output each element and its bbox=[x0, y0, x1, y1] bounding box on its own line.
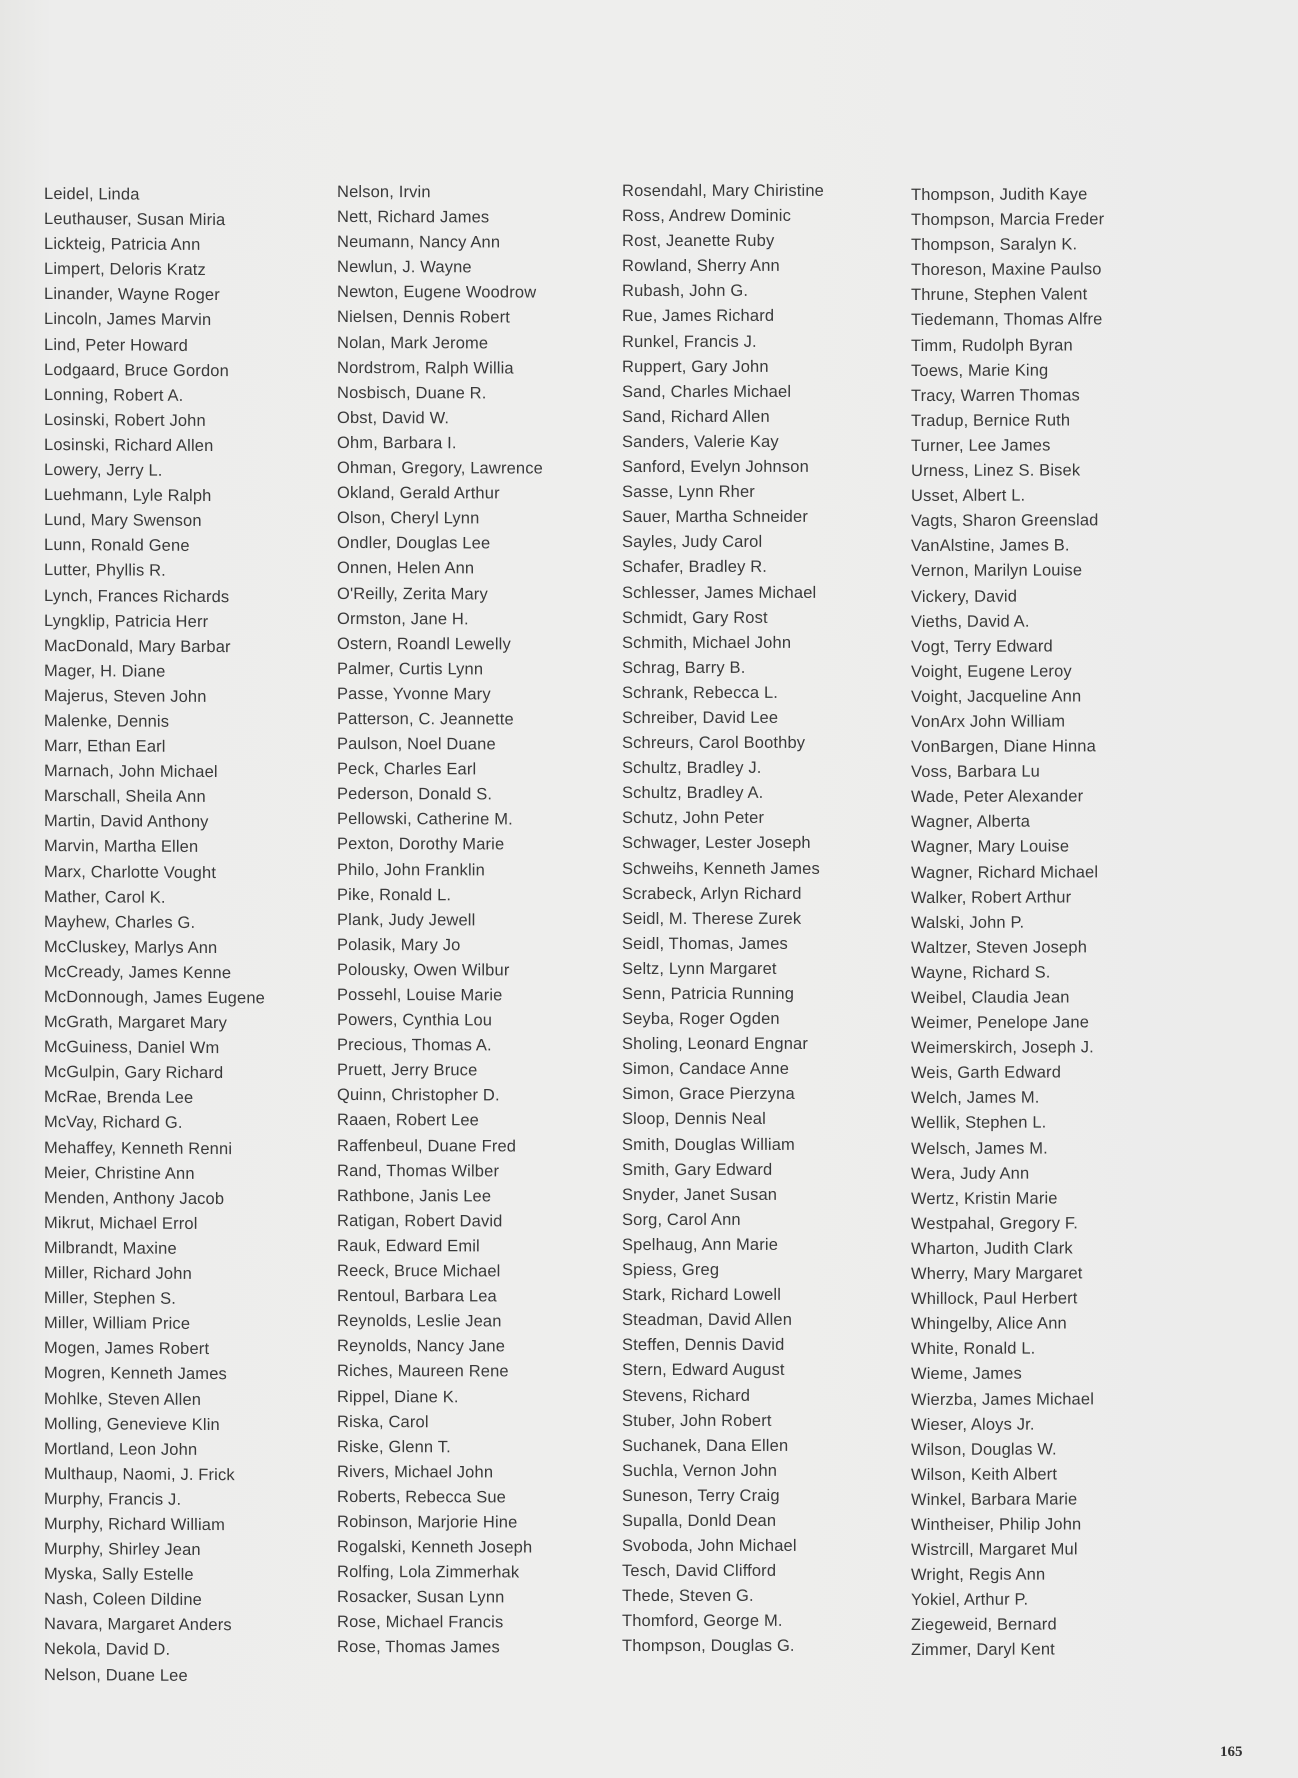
name-entry: Stuber, John Robert bbox=[622, 1411, 772, 1430]
name-entry: Mehaffey, Kenneth Renni bbox=[44, 1138, 233, 1158]
name-entry: Lyngklip, Patricia Herr bbox=[44, 611, 209, 631]
name-entry: Riches, Maureen Rene bbox=[337, 1362, 509, 1381]
name-entry: Stern, Edward August bbox=[622, 1361, 785, 1380]
name-entry: Wherry, Mary Margaret bbox=[911, 1264, 1083, 1284]
name-entry: Suneson, Terry Craig bbox=[622, 1486, 780, 1505]
name-entry: Myska, Sally Estelle bbox=[44, 1565, 194, 1585]
name-entry: Rose, Thomas James bbox=[337, 1638, 500, 1657]
name-entry: Urness, Linez S. Bisek bbox=[911, 461, 1081, 481]
name-entry: Simon, Candace Anne bbox=[622, 1060, 790, 1079]
name-entry: VonArx John William bbox=[911, 712, 1066, 731]
name-entry: Winkel, Barbara Marie bbox=[911, 1490, 1078, 1509]
name-entry: Losinski, Richard Allen bbox=[44, 435, 214, 455]
name-entry: Sasse, Lynn Rher bbox=[622, 483, 755, 502]
name-entry: Robinson, Marjorie Hine bbox=[337, 1512, 518, 1532]
name-entry: Lind, Peter Howard bbox=[44, 335, 188, 355]
name-entry: McCready, James Kenne bbox=[44, 962, 232, 983]
name-entry: Schutz, John Peter bbox=[622, 809, 765, 828]
name-entry: Wagner, Mary Louise bbox=[911, 837, 1070, 857]
name-entry: Murphy, Francis J. bbox=[44, 1489, 182, 1509]
name-entry: Mather, Carol K. bbox=[44, 887, 166, 907]
name-entry: Rose, Michael Francis bbox=[337, 1613, 504, 1632]
name-entry: Wellik, Stephen L. bbox=[911, 1113, 1047, 1133]
name-entry: Sand, Richard Allen bbox=[622, 407, 770, 426]
name-entry: Mortland, Leon John bbox=[44, 1439, 198, 1459]
name-entry: Okland, Gerald Arthur bbox=[337, 484, 500, 503]
name-entry: Nordstrom, Ralph Willia bbox=[337, 358, 514, 378]
name-entry: Newton, Eugene Woodrow bbox=[337, 283, 537, 302]
name-entry: Weis, Garth Edward bbox=[911, 1063, 1062, 1083]
name-entry: Nolan, Mark Jerome bbox=[337, 333, 489, 352]
name-entry: Seltz, Lynn Margaret bbox=[622, 959, 777, 978]
name-entry: Pexton, Dorothy Marie bbox=[337, 835, 505, 854]
name-entry: McDonnough, James Eugene bbox=[44, 988, 265, 1008]
name-entry: Rauk, Edward Emil bbox=[337, 1236, 480, 1256]
name-entry: McCluskey, Marlys Ann bbox=[44, 937, 218, 957]
name-column-2 bbox=[337, 180, 543, 1661]
name-entry: Waltzer, Steven Joseph bbox=[911, 938, 1088, 957]
name-entry: Leuthauser, Susan Miria bbox=[44, 210, 226, 230]
name-entry: Marschall, Sheila Ann bbox=[44, 787, 206, 807]
name-entry: Ondler, Douglas Lee bbox=[337, 534, 491, 553]
name-entry: Wilson, Douglas W. bbox=[911, 1440, 1057, 1459]
name-entry: Wilson, Keith Albert bbox=[911, 1465, 1058, 1484]
name-entry: Rosacker, Susan Lynn bbox=[337, 1588, 505, 1607]
name-entry: Schafer, Bradley R. bbox=[622, 558, 768, 577]
name-entry: Wistrcill, Margaret Mul bbox=[911, 1540, 1078, 1560]
name-entry: Scrabeck, Arlyn Richard bbox=[622, 884, 802, 903]
name-entry: Rathbone, Janis Lee bbox=[337, 1186, 492, 1206]
name-entry: VonBargen, Diane Hinna bbox=[911, 737, 1096, 757]
name-entry: Tradup, Bernice Ruth bbox=[911, 411, 1071, 430]
name-entry: Voight, Eugene Leroy bbox=[911, 662, 1072, 681]
name-entry: Spelhaug, Ann Marie bbox=[622, 1235, 779, 1254]
name-entry: Sloop, Dennis Neal bbox=[622, 1110, 766, 1129]
name-column-3 bbox=[622, 179, 824, 1660]
name-entry: Wagner, Richard Michael bbox=[911, 862, 1099, 882]
name-entry: Thompson, Douglas G. bbox=[622, 1637, 795, 1656]
name-entry: Nett, Richard James bbox=[337, 208, 490, 227]
name-entry: Wieser, Aloys Jr. bbox=[911, 1415, 1035, 1434]
name-entry: Miller, William Price bbox=[44, 1314, 191, 1334]
name-column-1 bbox=[44, 182, 265, 1689]
name-entry: Nekola, David D. bbox=[44, 1640, 171, 1660]
name-entry: Possehl, Louise Marie bbox=[337, 986, 503, 1005]
name-entry: Schmith, Michael John bbox=[622, 633, 792, 652]
name-entry: Majerus, Steven John bbox=[44, 686, 207, 706]
name-entry: Usset, Albert L. bbox=[911, 486, 1026, 506]
name-entry: Rost, Jeanette Ruby bbox=[622, 232, 775, 251]
name-entry: Suchanek, Dana Ellen bbox=[622, 1436, 789, 1455]
name-entry: Rolfing, Lola Zimmerhak bbox=[337, 1563, 520, 1582]
name-entry: VanAlstine, James B. bbox=[911, 536, 1070, 556]
name-entry: Milbrandt, Maxine bbox=[44, 1238, 177, 1258]
name-entry: Menden, Anthony Jacob bbox=[44, 1188, 225, 1208]
name-entry: Patterson, C. Jeannette bbox=[337, 709, 514, 729]
name-entry: Nash, Coleen Dildine bbox=[44, 1590, 203, 1610]
name-entry: Miller, Richard John bbox=[44, 1264, 192, 1283]
name-entry: Ratigan, Robert David bbox=[337, 1211, 503, 1231]
name-entry: Sand, Charles Michael bbox=[622, 382, 792, 401]
name-entry: Riska, Carol bbox=[337, 1412, 429, 1431]
name-entry: Wagner, Alberta bbox=[911, 812, 1031, 832]
name-entry: Vernon, Marilyn Louise bbox=[911, 561, 1083, 581]
name-entry: Thomford, George M. bbox=[622, 1612, 783, 1631]
name-entry: Wade, Peter Alexander bbox=[911, 787, 1084, 807]
name-entry: Seyba, Roger Ogden bbox=[622, 1009, 780, 1029]
name-entry: Obst, David W. bbox=[337, 408, 450, 428]
name-entry: Reeck, Bruce Michael bbox=[337, 1262, 501, 1281]
name-entry: Sholing, Leonard Engnar bbox=[622, 1035, 809, 1054]
name-entry: McVay, Richard G. bbox=[44, 1113, 183, 1133]
name-entry: Lutter, Phyllis R. bbox=[44, 561, 166, 581]
name-entry: Navara, Margaret Anders bbox=[44, 1615, 232, 1635]
name-entry: Multhaup, Naomi, J. Frick bbox=[44, 1464, 235, 1484]
name-entry: Lynch, Frances Richards bbox=[44, 586, 230, 606]
name-entry: Paulson, Noel Duane bbox=[337, 735, 496, 754]
name-entry: Welch, James M. bbox=[911, 1088, 1040, 1108]
name-entry: Polousky, Owen Wilbur bbox=[337, 960, 510, 980]
name-entry: Seidl, Thomas, James bbox=[622, 934, 788, 953]
name-column-4 bbox=[911, 182, 1104, 1663]
name-entry: Voss, Barbara Lu bbox=[911, 762, 1040, 782]
name-entry: Schweihs, Kenneth James bbox=[622, 859, 820, 878]
name-entry: Walker, Robert Arthur bbox=[911, 888, 1072, 907]
name-entry: Schultz, Bradley A. bbox=[622, 784, 764, 803]
name-entry: Mohlke, Steven Allen bbox=[44, 1389, 202, 1409]
name-entry: Limpert, Deloris Kratz bbox=[44, 260, 206, 280]
name-entry: Precious, Thomas A. bbox=[337, 1036, 492, 1055]
name-entry: Sorg, Carol Ann bbox=[622, 1210, 741, 1229]
name-entry: Lonning, Robert A. bbox=[44, 385, 184, 405]
name-entry: Wieme, James bbox=[911, 1365, 1022, 1384]
name-entry: Rogalski, Kenneth Joseph bbox=[337, 1538, 533, 1557]
name-entry: Losinski, Robert John bbox=[44, 410, 206, 430]
name-entry: Rosendahl, Mary Chiristine bbox=[622, 181, 824, 200]
name-entry: Luehmann, Lyle Ralph bbox=[44, 486, 212, 506]
name-entry: Onnen, Helen Ann bbox=[337, 559, 475, 578]
name-entry: Yokiel, Arthur P. bbox=[911, 1590, 1029, 1610]
name-entry: Smith, Douglas William bbox=[622, 1135, 795, 1154]
name-entry: Toews, Marie King bbox=[911, 361, 1049, 380]
name-entry: Whillock, Paul Herbert bbox=[911, 1289, 1078, 1309]
name-entry: Ruppert, Gary John bbox=[622, 357, 769, 376]
name-entry: Meier, Christine Ann bbox=[44, 1163, 195, 1183]
name-entry: Marr, Ethan Earl bbox=[44, 737, 166, 756]
name-entry: Mogen, James Robert bbox=[44, 1339, 210, 1359]
name-entry: Simon, Grace Pierzyna bbox=[622, 1085, 795, 1104]
name-entry: Welsch, James M. bbox=[911, 1139, 1048, 1158]
name-entry: Schreurs, Carol Boothby bbox=[622, 733, 806, 753]
name-entry: Zimmer, Daryl Kent bbox=[911, 1640, 1055, 1660]
name-entry: Steadman, David Allen bbox=[622, 1311, 793, 1330]
name-entry: Stevens, Richard bbox=[622, 1386, 751, 1405]
name-entry: Rivers, Michael John bbox=[337, 1462, 494, 1482]
name-entry: Thompson, Judith Kaye bbox=[911, 185, 1088, 204]
name-entry: Philo, John Franklin bbox=[337, 860, 485, 879]
name-entry: Rentoul, Barbara Lea bbox=[337, 1287, 497, 1306]
name-entry: Raffenbeul, Duane Fred bbox=[337, 1136, 517, 1156]
name-entry: Vagts, Sharon Greenslad bbox=[911, 511, 1099, 531]
name-entry: Suchla, Vernon John bbox=[622, 1461, 778, 1480]
name-entry: Senn, Patricia Running bbox=[622, 984, 795, 1003]
name-entry: Mogren, Kenneth James bbox=[44, 1364, 227, 1384]
name-entry: Pellowski, Catherine M. bbox=[337, 810, 513, 829]
name-entry: Steffen, Dennis David bbox=[622, 1336, 785, 1355]
name-entry: Tracy, Warren Thomas bbox=[911, 386, 1080, 405]
name-entry: McGuiness, Daniel Wm bbox=[44, 1038, 220, 1058]
name-entry: Snyder, Janet Susan bbox=[622, 1185, 778, 1204]
name-entry: Rowland, Sherry Ann bbox=[622, 257, 780, 276]
name-entry: Palmer, Curtis Lynn bbox=[337, 659, 484, 679]
name-entry: Schwager, Lester Joseph bbox=[622, 834, 811, 853]
name-entry: Voight, Jacqueline Ann bbox=[911, 687, 1082, 706]
name-entry: Thrune, Stephen Valent bbox=[911, 285, 1088, 305]
name-entry: Wertz, Kristin Marie bbox=[911, 1189, 1058, 1208]
name-entry: Rubash, John G. bbox=[622, 282, 749, 301]
name-entry: Roberts, Rebecca Sue bbox=[337, 1487, 507, 1507]
name-entry: Schreiber, David Lee bbox=[622, 708, 779, 727]
name-entry: Tiedemann, Thomas Alfre bbox=[911, 310, 1103, 330]
name-entry: Weibel, Claudia Jean bbox=[911, 988, 1070, 1007]
name-entry: Peck, Charles Earl bbox=[337, 760, 477, 779]
name-entry: Wright, Regis Ann bbox=[911, 1565, 1046, 1585]
name-entry: Wharton, Judith Clark bbox=[911, 1239, 1073, 1258]
name-entry: Quinn, Christopher D. bbox=[337, 1086, 500, 1105]
name-entry: Sauer, Martha Schneider bbox=[622, 508, 808, 527]
name-entry: Ostern, Roandl Lewelly bbox=[337, 634, 511, 654]
name-entry: Lodgaard, Bruce Gordon bbox=[44, 360, 229, 380]
name-entry: McGrath, Margaret Mary bbox=[44, 1013, 228, 1033]
name-entry: Miller, Stephen S. bbox=[44, 1289, 177, 1308]
name-entry: Lowery, Jerry L. bbox=[44, 461, 163, 480]
name-entry: Seidl, M. Therese Zurek bbox=[622, 909, 802, 928]
name-entry: Sayles, Judy Carol bbox=[622, 533, 763, 552]
name-entry: Polasik, Mary Jo bbox=[337, 935, 461, 955]
name-entry: Schultz, Bradley J. bbox=[622, 759, 762, 778]
name-entry: Sanford, Evelyn Johnson bbox=[622, 457, 809, 477]
name-entry: Timm, Rudolph Byran bbox=[911, 335, 1073, 355]
name-entry: Schlesser, James Michael bbox=[622, 583, 817, 602]
name-entry: Schrag, Barry B. bbox=[622, 658, 746, 677]
name-entry: Raaen, Robert Lee bbox=[337, 1111, 479, 1130]
name-entry: Vogt, Terry Edward bbox=[911, 637, 1053, 656]
name-entry: Schmidt, Gary Rost bbox=[622, 608, 768, 627]
name-entry: Reynolds, Nancy Jane bbox=[337, 1337, 506, 1356]
name-entry: Lickteig, Patricia Ann bbox=[44, 235, 201, 255]
name-entry: Svoboda, John Michael bbox=[622, 1536, 797, 1556]
name-entry: White, Ronald L. bbox=[911, 1339, 1036, 1359]
name-entry: Nelson, Duane Lee bbox=[44, 1665, 188, 1685]
name-entry: Weimer, Penelope Jane bbox=[911, 1013, 1090, 1033]
name-entry: Rue, James Richard bbox=[622, 307, 775, 326]
name-entry: Linander, Wayne Roger bbox=[44, 285, 220, 305]
name-entry: Nielsen, Dennis Robert bbox=[337, 308, 510, 327]
name-entry: Powers, Cynthia Lou bbox=[337, 1011, 493, 1030]
name-entry: Pike, Ronald L. bbox=[337, 885, 452, 904]
name-entry: Thompson, Marcia Freder bbox=[911, 210, 1105, 230]
name-entry: Spiess, Greg bbox=[622, 1260, 720, 1280]
name-entry: Plank, Judy Jewell bbox=[337, 910, 476, 930]
name-entry: Whingelby, Alice Ann bbox=[911, 1314, 1067, 1334]
name-entry: Vickery, David bbox=[911, 587, 1018, 606]
name-entry: Lund, Mary Swenson bbox=[44, 511, 202, 531]
name-entry: Wera, Judy Ann bbox=[911, 1164, 1030, 1183]
name-entry: Turner, Lee James bbox=[911, 436, 1051, 455]
name-entry: Runkel, Francis J. bbox=[622, 332, 757, 351]
name-entry: Tesch, David Clifford bbox=[622, 1562, 777, 1581]
name-entry: Ormston, Jane H. bbox=[337, 609, 469, 628]
name-entry: Supalla, Donld Dean bbox=[622, 1511, 777, 1530]
name-entry: Thoreson, Maxine Paulso bbox=[911, 260, 1102, 280]
name-entry: Stark, Richard Lowell bbox=[622, 1285, 782, 1305]
name-entry: Passe, Yvonne Mary bbox=[337, 684, 491, 704]
name-entry: Thede, Steven G. bbox=[622, 1587, 754, 1606]
name-entry: Ziegeweid, Bernard bbox=[911, 1615, 1057, 1635]
name-entry: McGulpin, Gary Richard bbox=[44, 1063, 224, 1083]
name-entry: MacDonald, Mary Barbar bbox=[44, 636, 231, 656]
name-entry: Pruett, Jerry Bruce bbox=[337, 1061, 478, 1080]
name-entry: Molling, Genevieve Klin bbox=[44, 1414, 220, 1434]
name-entry: Wierzba, James Michael bbox=[911, 1389, 1095, 1409]
name-entry: Marvin, Martha Ellen bbox=[44, 837, 199, 857]
name-entry: Malenke, Dennis bbox=[44, 711, 170, 731]
name-entry: Mayhew, Charles G. bbox=[44, 912, 196, 932]
name-entry: Pederson, Donald S. bbox=[337, 785, 493, 804]
name-entry: McRae, Brenda Lee bbox=[44, 1088, 194, 1108]
name-entry: Wintheiser, Philip John bbox=[911, 1515, 1082, 1534]
name-entry: Rand, Thomas Wilber bbox=[337, 1161, 500, 1181]
name-entry: Mikrut, Michael Errol bbox=[44, 1213, 198, 1233]
name-entry: Murphy, Shirley Jean bbox=[44, 1540, 201, 1560]
name-entry: O'Reilly, Zerita Mary bbox=[337, 584, 488, 603]
name-entry: Schrank, Rebecca L. bbox=[622, 683, 779, 702]
name-entry: Walski, John P. bbox=[911, 913, 1025, 932]
name-entry: Neumann, Nancy Ann bbox=[337, 233, 501, 252]
name-entry: Smith, Gary Edward bbox=[622, 1160, 773, 1179]
page-number: 165 bbox=[1220, 1744, 1243, 1760]
name-entry: Ross, Andrew Dominic bbox=[622, 206, 791, 226]
name-entry: Ohman, Gregory, Lawrence bbox=[337, 459, 543, 478]
name-entry: Nelson, Irvin bbox=[337, 183, 431, 202]
name-entry: Riske, Glenn T. bbox=[337, 1437, 451, 1456]
name-entry: Mager, H. Diane bbox=[44, 661, 166, 681]
name-entry: Leidel, Linda bbox=[44, 185, 140, 204]
name-entry: Wayne, Richard S. bbox=[911, 963, 1051, 982]
name-entry: Vieths, David A. bbox=[911, 612, 1030, 631]
name-entry: Westpahal, Gregory F. bbox=[911, 1214, 1078, 1233]
name-entry: Weimerskirch, Joseph J. bbox=[911, 1038, 1094, 1058]
name-entry: Sanders, Valerie Kay bbox=[622, 432, 779, 451]
name-entry: Ohm, Barbara I. bbox=[337, 433, 457, 453]
name-entry: Nosbisch, Duane R. bbox=[337, 383, 487, 403]
name-entry: Lunn, Ronald Gene bbox=[44, 536, 190, 556]
name-entry: Marnach, John Michael bbox=[44, 762, 218, 782]
name-entry: Martin, David Anthony bbox=[44, 812, 209, 832]
name-entry: Newlun, J. Wayne bbox=[337, 258, 472, 277]
name-entry: Olson, Cheryl Lynn bbox=[337, 509, 480, 528]
name-entry: Lincoln, James Marvin bbox=[44, 310, 212, 330]
name-entry: Rippel, Diane K. bbox=[337, 1387, 459, 1406]
name-entry: Reynolds, Leslie Jean bbox=[337, 1312, 502, 1331]
name-entry: Murphy, Richard William bbox=[44, 1514, 226, 1535]
name-entry: Thompson, Saralyn K. bbox=[911, 235, 1078, 255]
name-entry: Marx, Charlotte Vought bbox=[44, 862, 217, 882]
